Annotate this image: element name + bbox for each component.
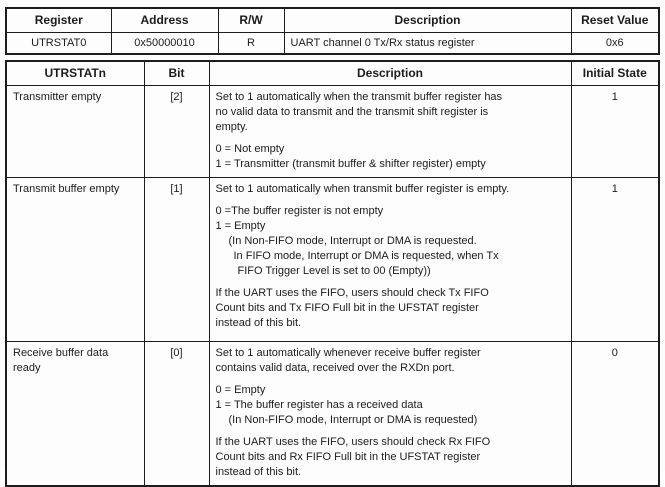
bit-field-initial-state: 1 (571, 86, 659, 178)
register-address-cell: 0x50000010 (111, 33, 218, 55)
description-line: Set to 1 automatically when transmit buffer register is empty. (215, 183, 510, 195)
description-line: instead of this bit. (215, 466, 302, 478)
bit-table-header-row (6, 61, 659, 86)
description-line: If the UART uses the FIFO, users should check Tx FIFO (215, 287, 489, 299)
bit-field-name: Transmit buffer empty (6, 178, 144, 342)
register-reset-value-cell: 0x6 (571, 33, 659, 55)
description-line: instead of this bit. (215, 317, 302, 329)
description-line: 1 = Empty (215, 220, 266, 232)
description-line: Count bits and Rx FIFO Full bit in the UFSTAT register (215, 451, 481, 463)
description-line: 0 =The buffer register is not empty (215, 205, 384, 217)
bit-description-column-header: Description (209, 61, 571, 86)
register-summary-table (5, 7, 660, 55)
utrstatn-column-header: UTRSTATn (6, 61, 144, 86)
description-line: no valid data to transmit and the transmit shift register is (215, 106, 489, 118)
description-line: FIFO Trigger Level is set to 00 (Empty)) (237, 265, 431, 277)
description-column-header: Description (284, 8, 571, 33)
description-line: (In Non-FIFO mode, Interrupt or DMA is requested) (228, 414, 478, 426)
bit-field-bit: [2] (144, 86, 209, 178)
description-line: 0 = Empty (215, 384, 266, 396)
description-line: In FIFO mode, Interrupt or DMA is requested, when Tx (233, 250, 499, 262)
description-line: (In Non-FIFO mode, Interrupt or DMA is requested. (228, 235, 477, 247)
bit-field-bit: [1] (144, 178, 209, 342)
initial-state-column-header: Initial State (571, 61, 659, 86)
register-rw-cell: R (218, 33, 284, 55)
description-line: 0 = Not empty (215, 143, 285, 155)
register-name-cell: UTRSTAT0 (6, 33, 111, 55)
bit-field-description (209, 178, 571, 342)
bit-field-initial-state: 1 (571, 178, 659, 342)
bit-field-description (209, 342, 571, 487)
bit-field-row (6, 86, 659, 178)
description-line: empty. (215, 121, 248, 133)
bit-column-header: Bit (144, 61, 209, 86)
bit-field-name: Transmitter empty (6, 86, 144, 178)
register-table-row (6, 33, 659, 55)
bit-table-body (6, 86, 659, 487)
bit-field-row (6, 342, 659, 487)
description-line: Set to 1 automatically whenever receive buffer register (215, 347, 481, 359)
register-column-header: Register (6, 8, 111, 33)
bit-field-name: Receive buffer data ready (6, 342, 144, 487)
rw-column-header: R/W (218, 8, 284, 33)
description-line: contains valid data, received over the RXDn port. (215, 362, 455, 374)
bit-field-bit: [0] (144, 342, 209, 487)
description-line: If the UART uses the FIFO, users should check Rx FIFO (215, 436, 491, 448)
register-description-cell: UART channel 0 Tx/Rx status register (284, 33, 571, 55)
address-column-header: Address (111, 8, 218, 33)
register-table-header-row (6, 8, 659, 33)
bit-field-description (209, 86, 571, 178)
bit-field-row (6, 178, 659, 342)
description-line: Set to 1 automatically when the transmit buffer register has (215, 91, 503, 103)
bit-fields-table (5, 60, 660, 487)
reset-value-column-header: Reset Value (571, 8, 659, 33)
description-line: 1 = The buffer register has a received data (215, 399, 423, 411)
bit-field-initial-state: 0 (571, 342, 659, 487)
description-line: 1 = Transmitter (transmit buffer & shifter register) empty (215, 158, 486, 170)
description-line: Count bits and Tx FIFO Full bit in the UFSTAT register (215, 302, 479, 314)
